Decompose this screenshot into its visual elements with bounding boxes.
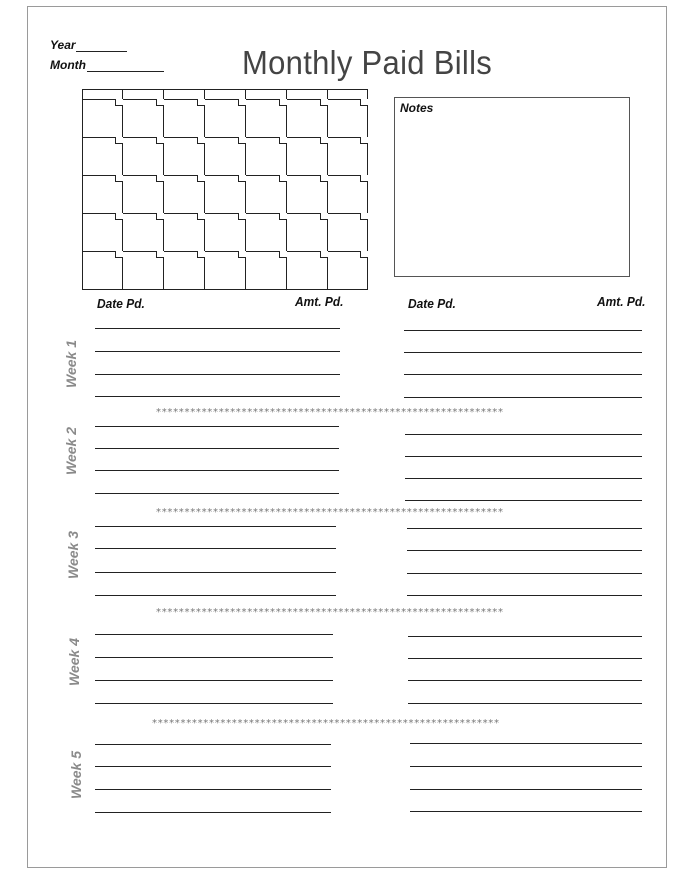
calendar-day-cell[interactable] [83, 214, 123, 252]
calendar-day-cell[interactable] [246, 138, 287, 176]
calendar-grid [82, 89, 368, 290]
calendar-day-cell[interactable] [246, 176, 287, 214]
calendar-day-cell[interactable] [287, 138, 328, 176]
week-1-label: Week 1 [63, 340, 79, 388]
entry-line[interactable] [95, 703, 333, 704]
calendar-day-cell[interactable] [205, 214, 246, 252]
calendar-day-cell[interactable] [205, 100, 246, 138]
calendar-day-cell[interactable] [123, 176, 164, 214]
calendar-day-cell[interactable] [328, 252, 368, 290]
calendar-day-cell[interactable] [205, 176, 246, 214]
week-4-label: Week 4 [66, 638, 82, 686]
calendar-day-cell[interactable] [164, 100, 205, 138]
month-field[interactable] [87, 71, 164, 72]
entry-line[interactable] [95, 744, 331, 745]
calendar-header-cell [83, 90, 123, 100]
entry-line[interactable] [95, 328, 340, 329]
calendar-day-cell[interactable] [164, 138, 205, 176]
entry-line[interactable] [407, 595, 642, 596]
calendar-header-cell [328, 90, 368, 100]
entry-line[interactable] [95, 789, 331, 790]
entry-line[interactable] [404, 374, 642, 375]
left-amount-paid-header: Amt. Pd. [295, 294, 344, 309]
notes-label: Notes [400, 101, 434, 115]
calendar-day-cell[interactable] [328, 214, 368, 252]
entry-line[interactable] [405, 478, 642, 479]
entry-line[interactable] [95, 766, 331, 767]
entry-line[interactable] [95, 595, 336, 596]
entry-line[interactable] [95, 426, 339, 427]
week-5-label: Week 5 [68, 751, 84, 799]
calendar-day-cell[interactable] [246, 100, 287, 138]
calendar-day-cell[interactable] [328, 176, 368, 214]
calendar-header-cell [246, 90, 287, 100]
entry-line[interactable] [405, 500, 642, 501]
notes-box[interactable] [394, 97, 630, 277]
calendar-day-cell[interactable] [123, 138, 164, 176]
entry-line[interactable] [410, 743, 642, 744]
entry-line[interactable] [410, 789, 642, 790]
calendar-day-cell[interactable] [287, 214, 328, 252]
calendar-day-cell[interactable] [123, 100, 164, 138]
right-date-paid-header: Date Pd. [408, 296, 456, 311]
entry-line[interactable] [410, 811, 642, 812]
entry-line[interactable] [95, 572, 336, 573]
entry-line[interactable] [95, 657, 333, 658]
calendar-day-cell[interactable] [205, 252, 246, 290]
entry-line[interactable] [95, 470, 339, 471]
left-date-paid-header: Date Pd. [97, 296, 145, 311]
calendar-header-cell [287, 90, 328, 100]
calendar-day-cell[interactable] [328, 138, 368, 176]
calendar-day-cell[interactable] [83, 252, 123, 290]
entry-line[interactable] [407, 573, 642, 574]
calendar-day-cell[interactable] [328, 100, 368, 138]
calendar-day-cell[interactable] [123, 214, 164, 252]
calendar-day-cell[interactable] [83, 138, 123, 176]
calendar-day-cell[interactable] [83, 100, 123, 138]
entry-line[interactable] [407, 528, 642, 529]
entry-line[interactable] [405, 434, 642, 435]
calendar-day-cell[interactable] [83, 176, 123, 214]
page-title: Monthly Paid Bills [242, 44, 493, 82]
entry-line[interactable] [404, 397, 642, 398]
calendar-day-cell[interactable] [246, 214, 287, 252]
month-label: Month [50, 58, 86, 72]
entry-line[interactable] [404, 352, 642, 353]
week-separator: ************************************************************* [152, 718, 500, 729]
entry-line[interactable] [407, 550, 642, 551]
week-separator: ************************************************************* [156, 407, 504, 418]
entry-line[interactable] [95, 634, 333, 635]
calendar-day-cell[interactable] [164, 214, 205, 252]
year-label: Year [50, 38, 76, 52]
entry-line[interactable] [95, 374, 340, 375]
calendar-header-cell [205, 90, 246, 100]
calendar-header-cell [164, 90, 205, 100]
week-3-label: Week 3 [65, 531, 81, 579]
entry-line[interactable] [404, 330, 642, 331]
calendar-day-cell[interactable] [246, 252, 287, 290]
entry-line[interactable] [95, 351, 340, 352]
right-amount-paid-header: Amt. Pd. [597, 294, 646, 309]
week-separator: ************************************************************* [156, 607, 504, 618]
entry-line[interactable] [408, 636, 642, 637]
entry-line[interactable] [408, 680, 642, 681]
entry-line[interactable] [95, 526, 336, 527]
entry-line[interactable] [95, 680, 333, 681]
calendar-day-cell[interactable] [287, 100, 328, 138]
year-field[interactable] [76, 51, 127, 52]
entry-line[interactable] [408, 658, 642, 659]
entry-line[interactable] [95, 493, 339, 494]
entry-line[interactable] [95, 396, 340, 397]
calendar-day-cell[interactable] [287, 176, 328, 214]
calendar-day-cell[interactable] [205, 138, 246, 176]
entry-line[interactable] [95, 548, 336, 549]
entry-line[interactable] [405, 456, 642, 457]
week-2-label: Week 2 [63, 427, 79, 475]
entry-line[interactable] [95, 812, 331, 813]
calendar-header-cell [123, 90, 164, 100]
calendar-day-cell[interactable] [164, 176, 205, 214]
calendar-day-cell[interactable] [123, 252, 164, 290]
entry-line[interactable] [95, 448, 339, 449]
week-separator: ************************************************************* [156, 507, 504, 518]
calendar-day-cell[interactable] [287, 252, 328, 290]
calendar-day-cell[interactable] [164, 252, 205, 290]
entry-line[interactable] [408, 703, 642, 704]
entry-line[interactable] [410, 766, 642, 767]
